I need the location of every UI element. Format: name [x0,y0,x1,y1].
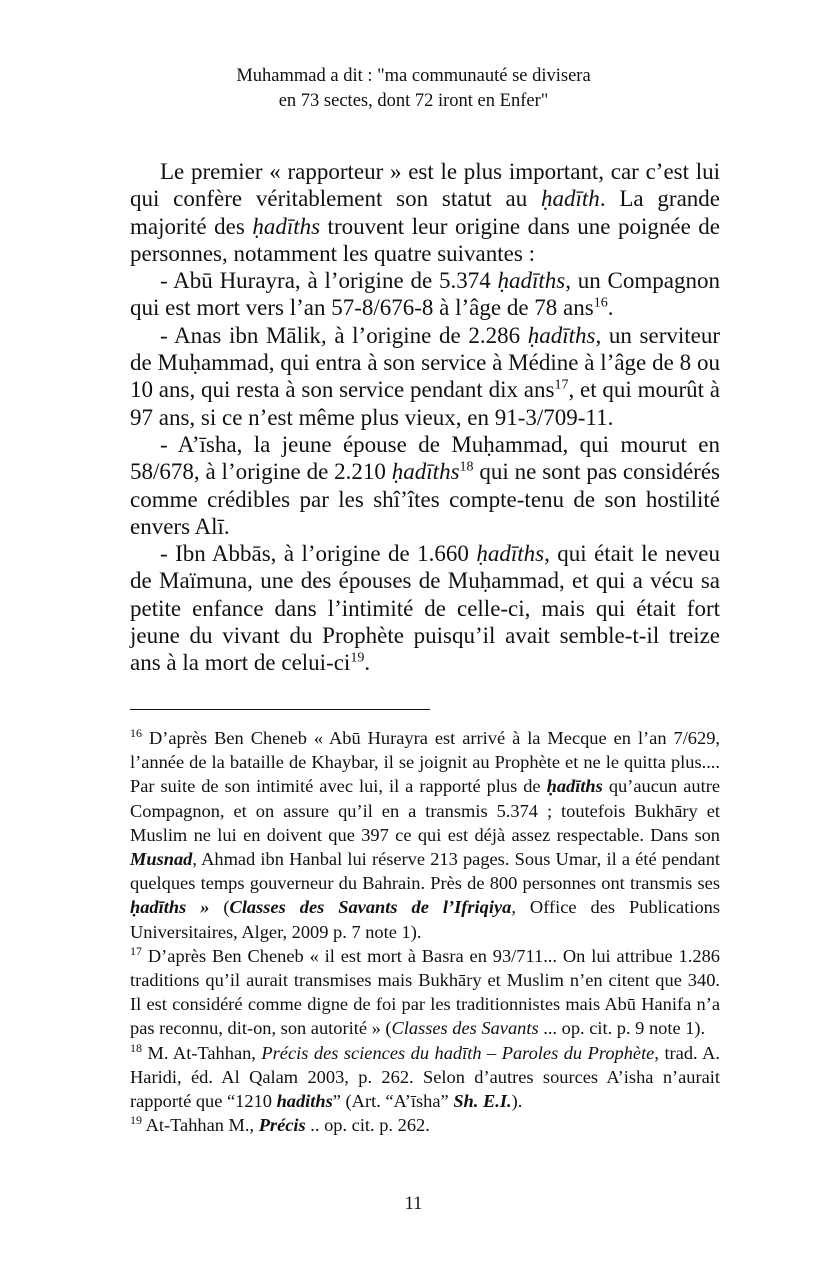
footnote-18: $^{18}$ M. At-Tahhan, Précis des sciences du hadīth – Paroles du Prophète, trad. A. Haridi, éd. Al Qalam 2003, p. 262. Selon d’autres sources A’isha n’aurait rapporté que “1210 hadiths” (Art. “A’īsha” Sh. E.I.). [130,1040,720,1112]
paragraph-intro: Le premier « rapporteur » est le plus important, car c’est lui qui confère véritablement son statut au ḥadīth. La grande majorité des ḥadīths trouvent leur origine dans une poignée de personnes, notamment les quatre suivantes : [130,159,721,266]
footnote-16: $^{16}$ D’après Ben Cheneb « Abū Hurayra est arrivé à la Mecque en l’an 7/629, l’année de la bataille de Khaybar, il se joignit au Prophète et ne le quitta plus.... Par suite de son intimité avec lui, il a rapporté plus de ḥadīths qu’aucun autre Compagnon, et on assure qu’il en a transmis 5.374 ; toutefois Bukhāry et Muslim ne lui en doivent que 397 ce qui est déjà assez respectable. Dans son Musnad, Ahmad ibn Hanbal lui réserve 213 pages. Sous Umar, il a été pendant quelques temps gouverneur du Bahrain. Près de 800 personnes ont transmis ses ḥadīths » (Classes des Savants de l’Ifriqiya, Office des Publications Universitaires, Alger, 2009 p. 7 note 1). [130,725,720,942]
running-header-line-1: Muhammad a dit : "ma communauté se divisera [236,66,591,86]
footnote-19: $^{19}$ At-Tahhan M., Précis .. op. cit. p. 262. [130,1113,430,1136]
footnote-ref-16: 16 [593,295,608,311]
page-number: 11 [404,1194,423,1214]
footnote-ref-19: 19 [350,650,365,666]
paragraph-aisha: - A’īsha, la jeune épouse de Muḥammad, qui mourut en 58/678, à l’origine de 2.210 ḥadīths$^{18}$ qui ne sont pas considérés comme crédibles par les shî’îtes compte-tenu de son hostilité envers Alī. [130,431,720,539]
running-header [0,64,827,114]
footnote-ref-17: 17 [554,377,569,393]
main-text [130,158,720,677]
footnote-separator [130,709,430,710]
footnote-ref-18: 18 [459,459,474,475]
running-header-line-2: en 73 sectes, dont 72 iront en Enfer" [278,91,549,111]
paragraph-abu-hurayra: - Abū Hurayra, à l’origine de 5.374 ḥadīths, un Compagnon qui est mort vers l’an 57-8/676-8 à l’âge de 78 ans$^{16}$. [130,268,720,321]
footnote-number: 17 [130,943,142,958]
paragraph-anas-ibn-malik: - Anas ibn Mālik, à l’origine de 2.286 ḥadīths, un serviteur de Muḥammad, qui entra à son service à Médine à l’âge de 8 ou 10 ans, qui resta à son service pendant dix ans$^{17}$, et qui mourût à 97 ans, si ce n’est même plus vieux, en 91-3/709-11. [130,322,721,430]
footnote-number: 16 [130,725,142,740]
footnote-number: 19 [130,1113,142,1128]
footnote-number: 18 [130,1040,142,1055]
footnotes [130,726,720,1137]
paragraph-ibn-abbas: - Ibn Abbās, à l’origine de 1.660 ḥadīths, qui était le neveu de Maïmuna, une des épouses de Muḥammad, et qui a vécu sa petite enfance dans l’intimité de celle-ci, mais qui était fort jeune du vivant du Prophète puisqu’il avait semble-t-il treize ans à la mort de celui-$ci^{19}$. [130,541,721,676]
footnote-17: $^{17}$ D’après Ben Cheneb « il est mort à Basra en 93/711... On lui attribue 1.286 traditions qu’il aurait transmises mais Bukhāry et Muslim n’en citent que 340. Il est considéré comme digne de foi par les traditionnistes mais Abū Hanifa n’a pas reconnu, dit-on, son autorité » (Classes des Savants ... op. cit. p. 9 note 1). [130,943,720,1039]
